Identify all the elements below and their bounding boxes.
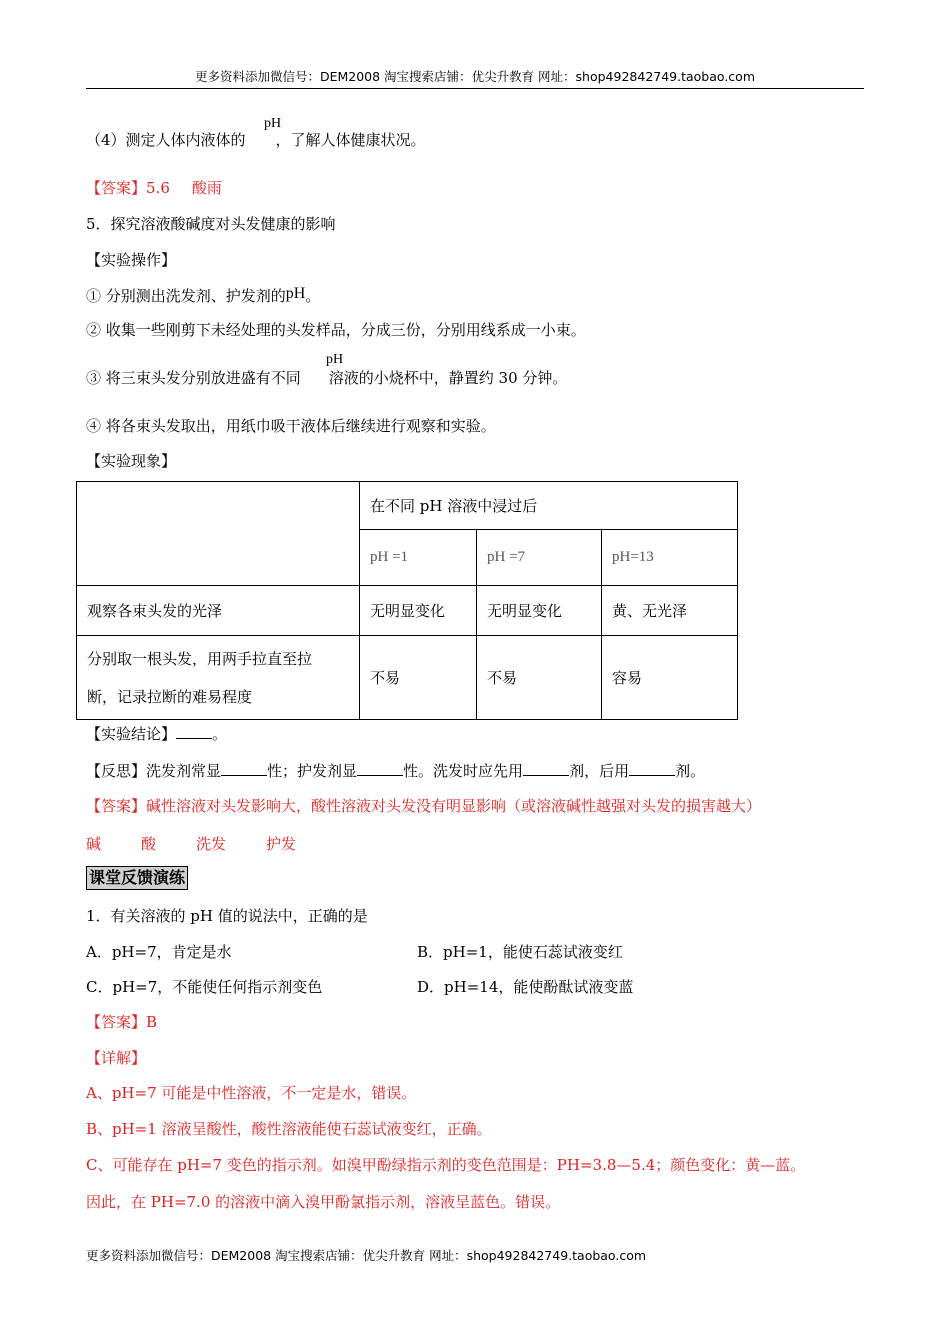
table-cell: 容易 xyxy=(602,636,738,720)
answer-word: 酸 xyxy=(141,835,157,853)
table-group-header: 在不同 pH 溶液中浸过后 xyxy=(360,482,738,530)
page-header: 更多资料添加微信号：DEM2008 淘宝搜索店铺：优尖升教育 网址：shop492842749.taobao.com xyxy=(86,68,864,89)
q5-phen-heading: 【实验现象】 xyxy=(86,452,177,470)
q5-step-1: ① 分别测出洗发剂、护发剂的pH。 xyxy=(86,285,321,305)
q5-title: 5．探究溶液酸碱度对头发健康的影响 xyxy=(86,215,336,233)
answer-2: 【答案】碱性溶液对头发影响大，酸性溶液对头发没有明显影响（或溶液碱性越强对头发的损害越大） xyxy=(86,797,762,815)
table-row xyxy=(77,636,738,720)
reflection: 【反思】洗发剂常显 性；护发剂显 性。洗发时应先用 剂，后用 剂。 xyxy=(86,762,706,780)
detail-a: A、pH=7 可能是中性溶液，不一定是水，错误。 xyxy=(86,1084,417,1102)
table-row-label-line-1: 分别取一根头发，用两手拉直至拉 xyxy=(87,649,313,668)
q5-op-heading: 【实验操作】 xyxy=(86,251,177,269)
table-cell: 无明显变化 xyxy=(477,586,602,636)
section-title: 课堂反馈演练 xyxy=(86,866,188,890)
q5-step-2: ② 收集一些刚剪下未经处理的头发样品，分成三份，分别用线系成一小束。 xyxy=(86,321,586,339)
table-col-ph1: pH =1 xyxy=(360,530,477,586)
table-corner-cell xyxy=(77,482,360,586)
q1-option-b: B．pH=1，能使石蕊试液变红 xyxy=(417,943,623,961)
blank-2 xyxy=(357,761,403,776)
item-4-ph: pH xyxy=(264,116,282,131)
q1-stem: 1．有关溶液的 pH 值的说法中，正确的是 xyxy=(86,907,368,925)
q1-option-d: D．pH=14，能使酚酞试液变蓝 xyxy=(417,978,634,996)
q5-step-3-ph: pH xyxy=(326,352,344,367)
table-row-label: 观察各束头发的光泽 xyxy=(77,586,360,636)
conclusion-blank xyxy=(176,724,212,739)
table-cell: 无明显变化 xyxy=(360,586,477,636)
table-row-label xyxy=(77,636,360,720)
q5-step-4: ④ 将各束头发取出，用纸巾吸干液体后继续进行观察和实验。 xyxy=(86,417,496,435)
table-col-ph7: pH =7 xyxy=(477,530,602,586)
answer-3: 【答案】B xyxy=(86,1013,158,1031)
answer-word: 护发 xyxy=(266,835,297,853)
table-row-label-line-2: 断，记录拉断的难易程度 xyxy=(87,687,253,706)
blank-4 xyxy=(629,761,675,776)
q1-option-a: A．pH=7，肯定是水 xyxy=(86,943,232,961)
q1-option-c: C．pH=7，不能使任何指示剂变色 xyxy=(86,978,323,996)
answer-word: 碱 xyxy=(86,835,102,853)
answer-2-words xyxy=(86,834,336,854)
detail-heading: 【详解】 xyxy=(86,1049,147,1067)
table-cell: 不易 xyxy=(477,636,602,720)
blank-3 xyxy=(523,761,569,776)
item-4: （4）测定人体内液体的 ，了解人体健康状况。 xyxy=(86,131,426,149)
detail-b: B、pH=1 溶液呈酸性，酸性溶液能使石蕊试液变红，正确。 xyxy=(86,1120,492,1138)
detail-c-line-1: C、可能存在 pH=7 变色的指示剂。如溴甲酚绿指示剂的变色范围是：PH=3.8—5.4；颜色变化：黄—蓝。 xyxy=(86,1156,806,1174)
page-footer: 更多资料添加微信号：DEM2008 淘宝搜索店铺：优尖升教育 网址：shop492842749.taobao.com xyxy=(86,1248,647,1263)
table-cell: 不易 xyxy=(360,636,477,720)
table-row xyxy=(77,586,738,636)
table-cell: 黄、无光泽 xyxy=(602,586,738,636)
answer-word: 洗发 xyxy=(196,835,227,853)
conclusion: 【实验结论】 。 xyxy=(86,725,228,743)
experiment-table xyxy=(76,481,738,720)
table-col-ph13: pH=13 xyxy=(602,530,738,586)
detail-c-line-2: 因此，在 PH=7.0 的溶液中滴入溴甲酚氯指示剂，溶液呈蓝色。错误。 xyxy=(86,1193,561,1211)
answer-1: 【答案】5.6 酸雨 xyxy=(86,179,222,197)
blank-1 xyxy=(221,761,267,776)
q5-step-3: ③ 将三束头发分别放进盛有不同 溶液的小烧杯中，静置约 30 分钟。 xyxy=(86,369,568,387)
